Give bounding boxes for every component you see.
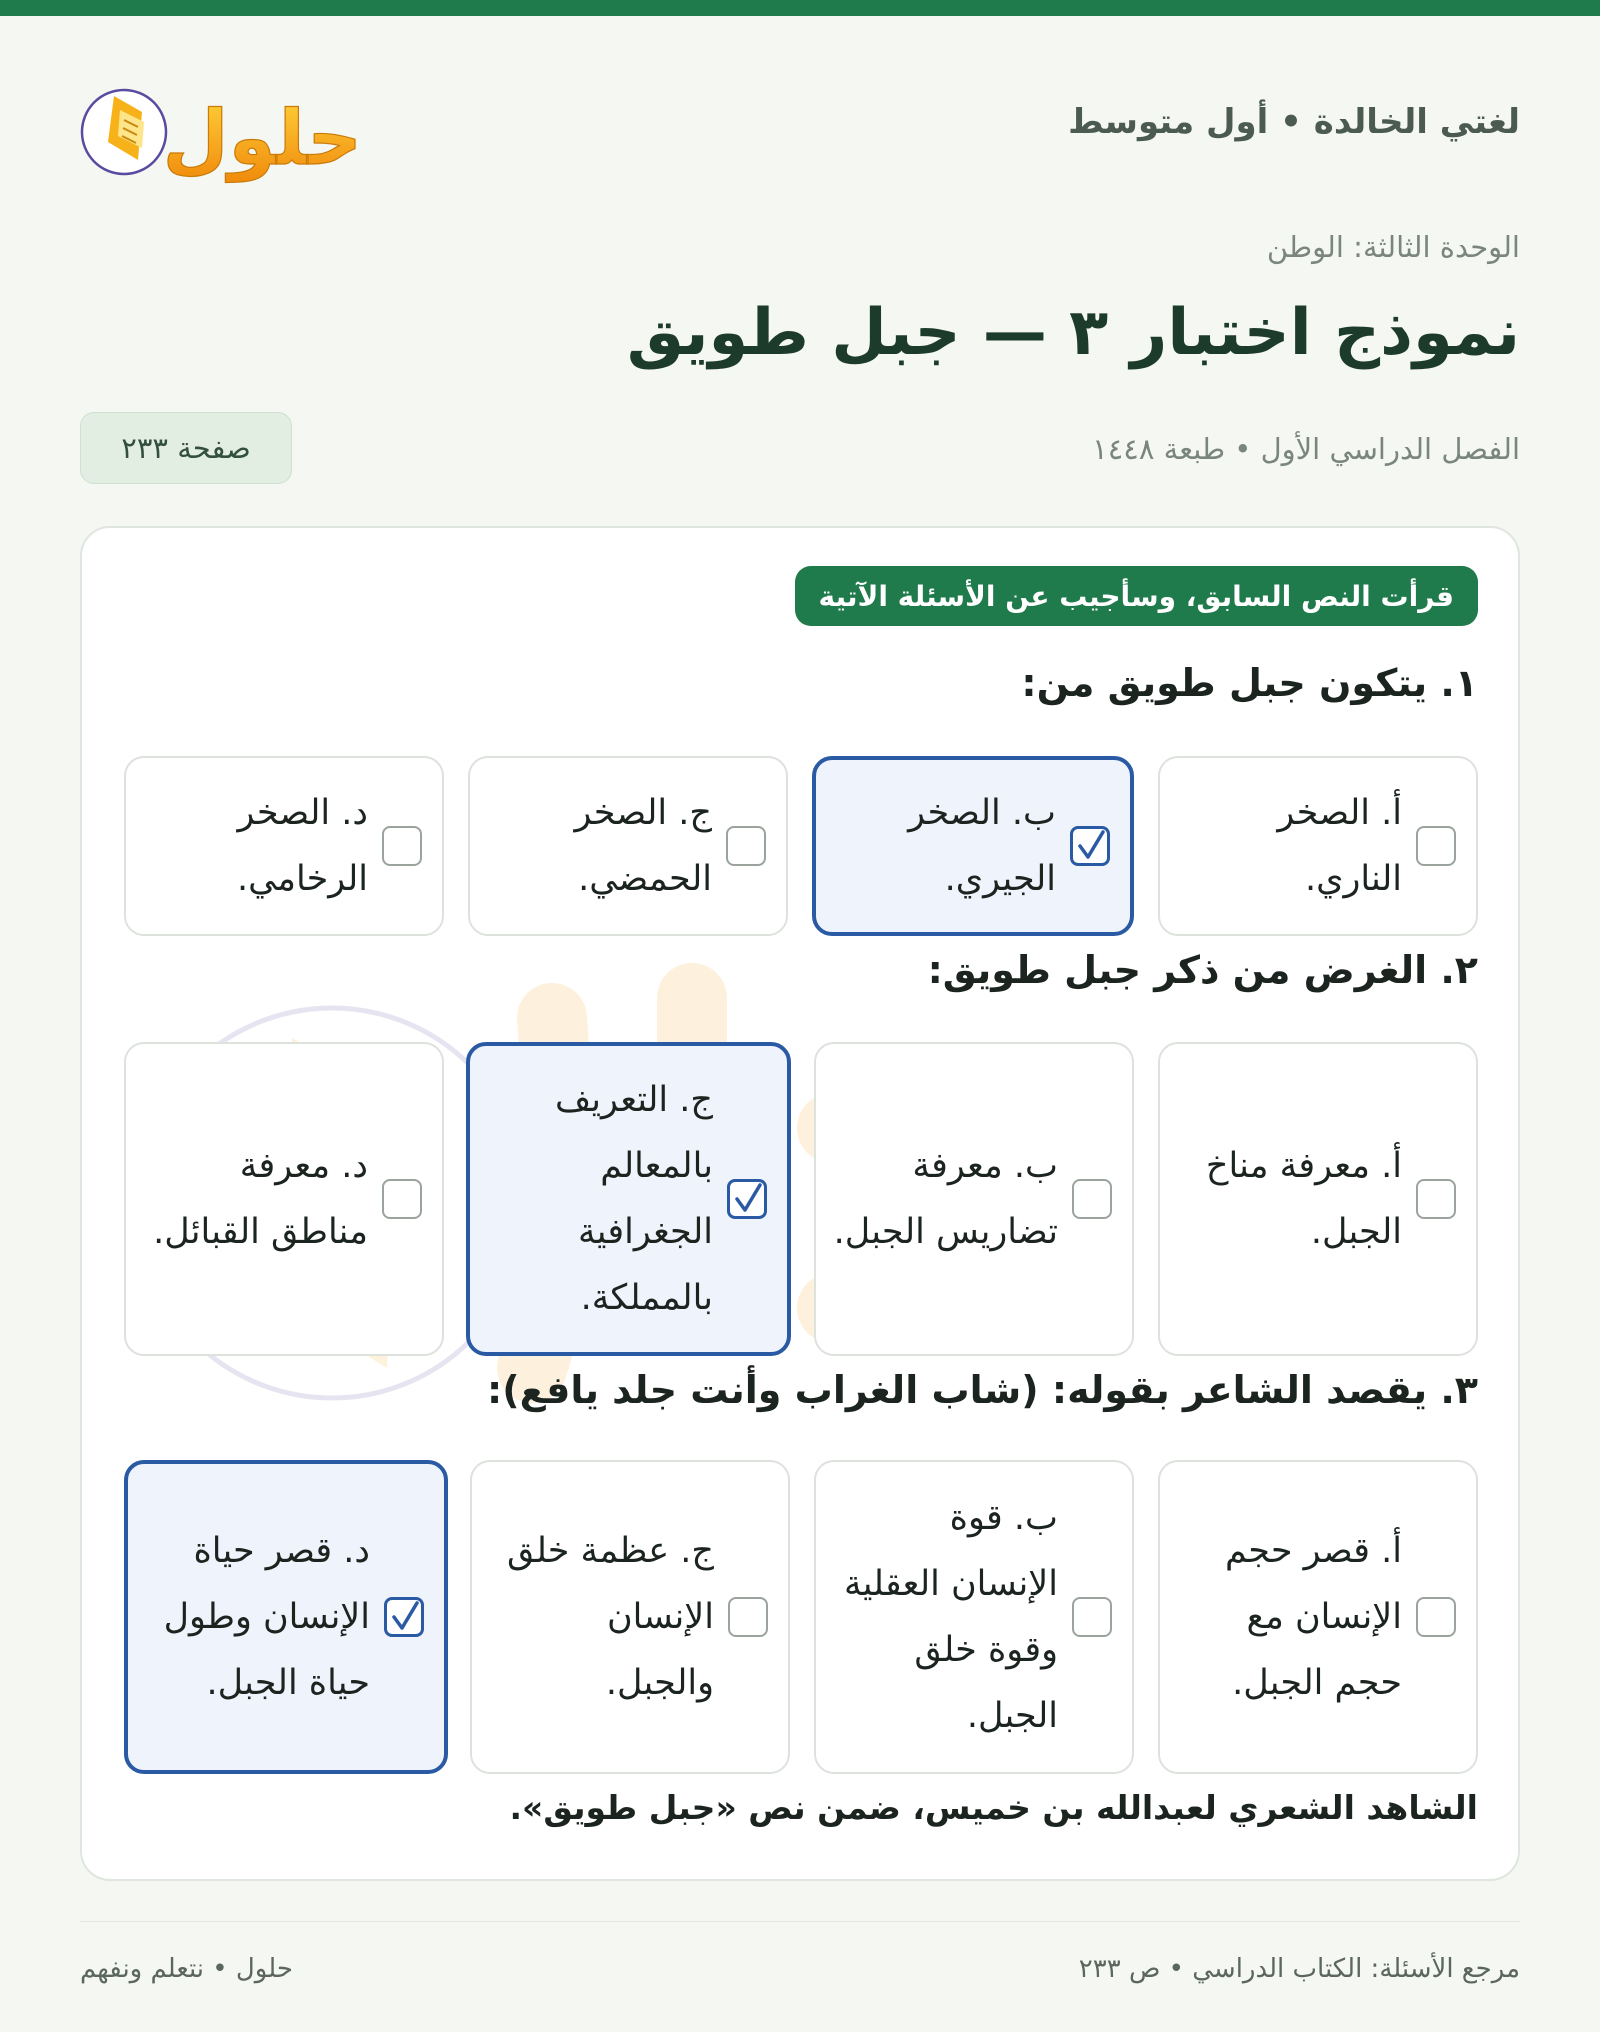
footer-reference: مرجع الأسئلة: الكتاب الدراسي • ص ٢٣٣ (1078, 1954, 1520, 1984)
hulul-logo[interactable] (80, 68, 370, 188)
checkmark-icon (1075, 829, 1107, 863)
edition-meta: الفصل الدراسي الأول • طبعة ١٤٤٨ (1092, 432, 1520, 466)
checkbox[interactable] (726, 826, 766, 866)
q1-option-c[interactable] (468, 756, 788, 936)
checkbox[interactable] (382, 1179, 422, 1219)
q3-option-b[interactable] (814, 1460, 1134, 1774)
quiz-card (80, 526, 1520, 1881)
option-label: ج. عظمة خلق الإنسان والجبل. (507, 1531, 714, 1703)
checkbox[interactable] (384, 1597, 424, 1637)
option-label: د. قصر حياة الإنسان وطول حياة الجبل. (163, 1531, 370, 1703)
q2-option-c[interactable] (466, 1042, 791, 1356)
q3-option-a[interactable] (1158, 1460, 1478, 1774)
q3-option-c[interactable] (470, 1460, 790, 1774)
top-accent-bar (0, 0, 1600, 16)
option-label: د. الصخر الرخامي. (236, 793, 368, 899)
q1-option-d[interactable] (124, 756, 444, 936)
checkbox[interactable] (1070, 826, 1110, 866)
checkbox[interactable] (727, 1179, 767, 1219)
option-label: ب. معرفة تضاريس الجبل. (833, 1146, 1058, 1252)
page-number-badge: صفحة ٢٣٣ (80, 412, 292, 484)
instruction-banner: قرأت النص السابق، وسأجيب عن الأسئلة الآتية (795, 566, 1478, 626)
q2-option-b[interactable] (814, 1042, 1134, 1356)
hulul-logo-icon (80, 68, 370, 188)
source-note: الشاهد الشعري لعبدالله بن خميس، ضمن نص «جبل طويق». (509, 1788, 1478, 1827)
checkbox[interactable] (382, 826, 422, 866)
question-1-text: ١. يتكون جبل طويق من: (1021, 661, 1478, 705)
footer-divider (80, 1921, 1520, 1922)
option-label: ج. التعريف بالمعالم الجغرافية بالمملكة. (555, 1080, 713, 1318)
q1-option-b[interactable] (812, 756, 1134, 936)
checkbox[interactable] (1416, 1179, 1456, 1219)
checkbox[interactable] (1072, 1597, 1112, 1637)
checkbox[interactable] (1416, 1597, 1456, 1637)
subject-title: لغتي الخالدة • أول متوسط (1068, 102, 1520, 142)
checkbox[interactable] (1072, 1179, 1112, 1219)
logo-wordmark: حلول (162, 93, 362, 182)
q1-option-a[interactable] (1158, 756, 1478, 936)
q2-option-d[interactable] (124, 1042, 444, 1356)
option-label: أ. قصر حجم الإنسان مع حجم الجبل. (1224, 1531, 1402, 1703)
option-label: د. معرفة مناطق القبائل. (153, 1146, 368, 1252)
option-label: ج. الصخر الحمضي. (574, 793, 712, 899)
option-label: ب. الصخر الجيري. (908, 793, 1056, 899)
question-2-text: ٢. الغرض من ذكر جبل طويق: (927, 948, 1478, 992)
option-label: أ. معرفة مناخ الجبل. (1205, 1146, 1402, 1252)
option-label: أ. الصخر الناري. (1277, 793, 1402, 899)
checkmark-icon (389, 1600, 421, 1634)
option-label: ب. قوة الإنسان العقلية وقوة خلق الجبل. (843, 1498, 1058, 1736)
checkbox[interactable] (1416, 826, 1456, 866)
page-title: نموذج اختبار ٣ — جبل طويق (626, 296, 1520, 370)
question-3-text: ٣. يقصد الشاعر بقوله: (شاب الغراب وأنت جلد يافع): (487, 1368, 1478, 1412)
unit-label: الوحدة الثالثة: الوطن (1266, 230, 1520, 264)
header (80, 62, 1520, 192)
q3-option-d[interactable] (124, 1460, 448, 1774)
checkmark-icon (732, 1182, 764, 1216)
footer-brand: حلول • نتعلم ونفهم (80, 1954, 293, 1984)
q2-option-a[interactable] (1158, 1042, 1478, 1356)
checkbox[interactable] (728, 1597, 768, 1637)
